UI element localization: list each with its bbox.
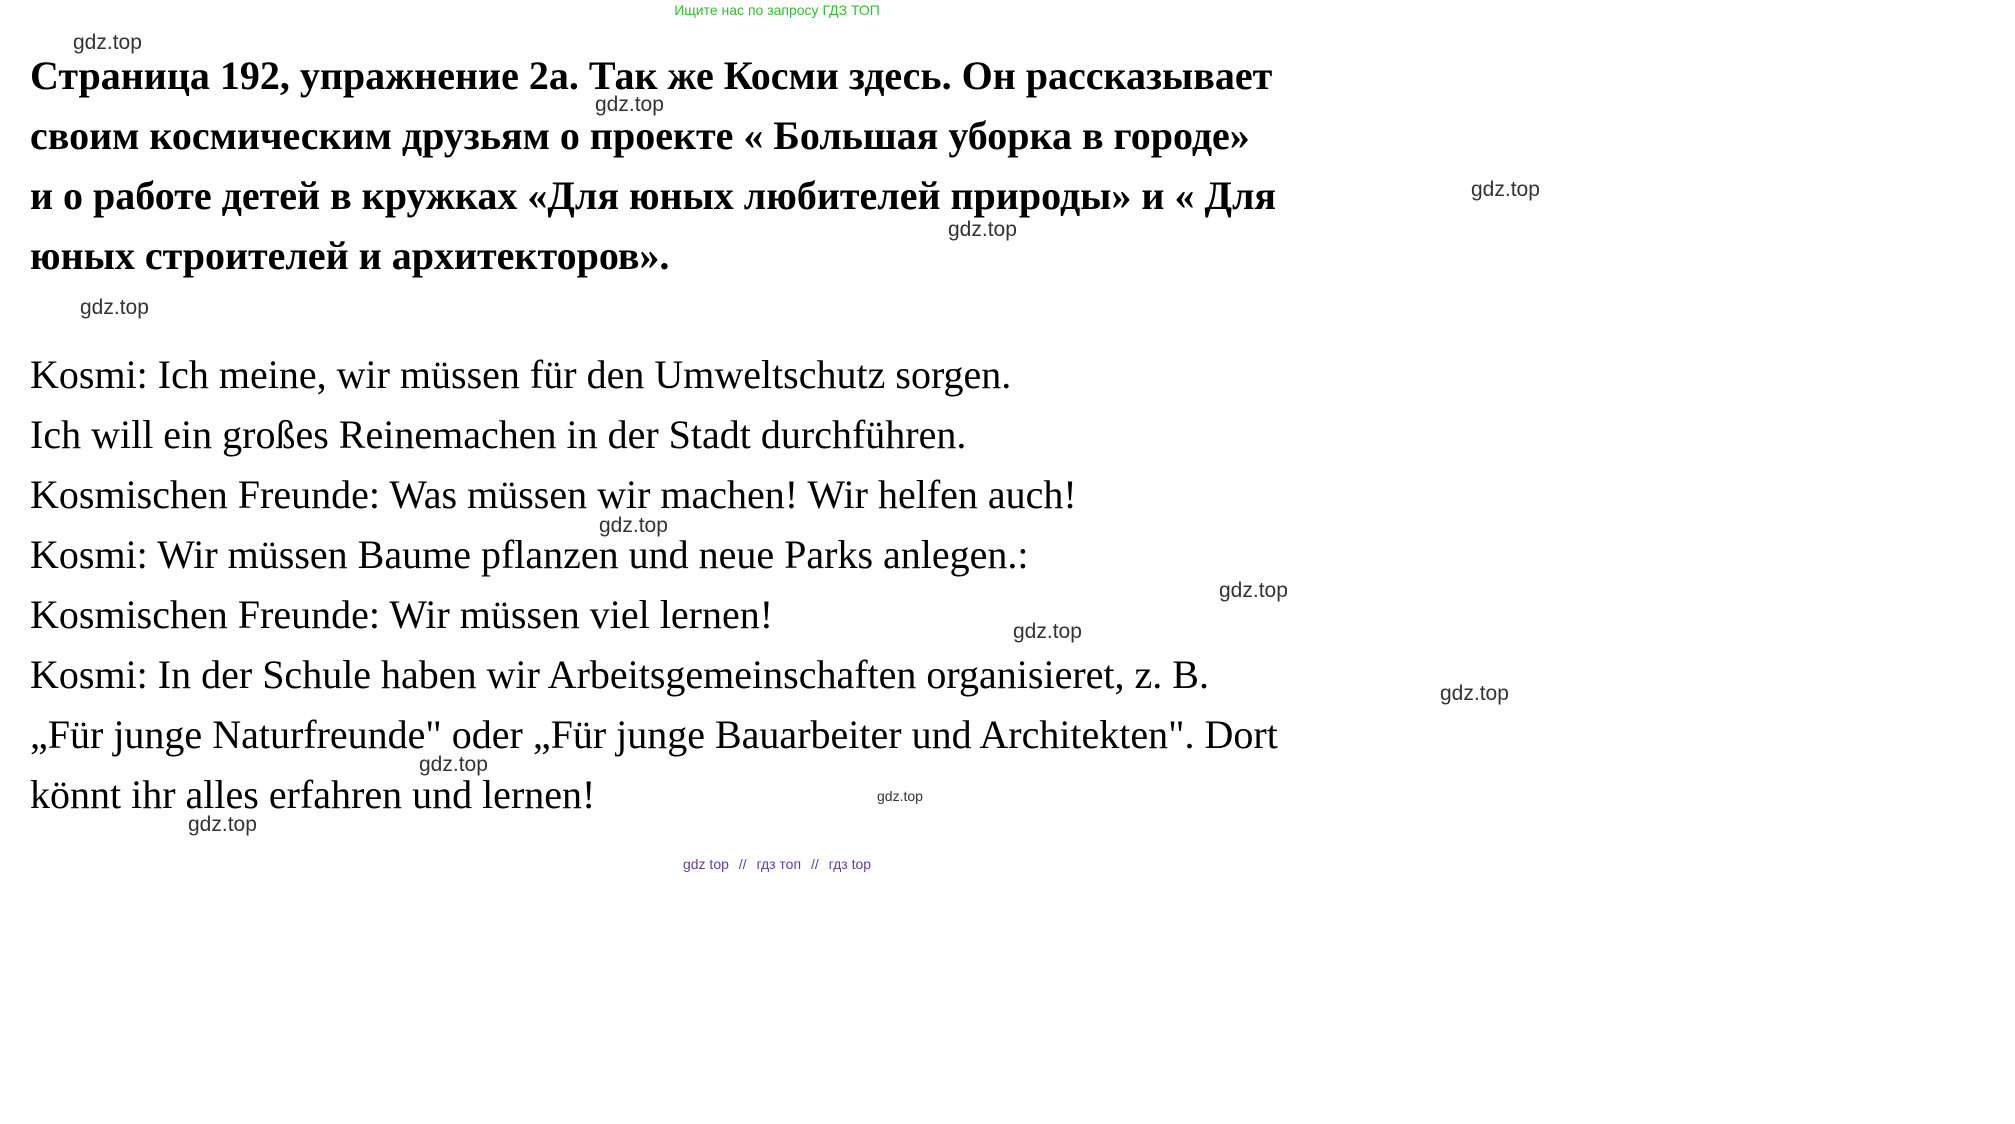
watermark: gdz.top	[1471, 178, 1540, 201]
answer-line: Kosmischen Freunde: Wir müssen viel lernen!	[30, 592, 774, 637]
footer-link[interactable]: гдз top	[828, 856, 872, 872]
watermark: gdz.top	[948, 218, 1017, 241]
watermark: gdz.top	[1219, 579, 1288, 602]
watermark: gdz.top	[188, 813, 257, 836]
heading-line: и о работе детей в кружках «Для юных любителей природы» и « Для	[30, 173, 1277, 218]
footer-separator: //	[738, 856, 747, 872]
watermark: gdz.top	[419, 753, 488, 776]
answer-line: Kosmi: Ich meine, wir müssen für den Umweltschutz sorgen.	[30, 352, 1012, 397]
heading-line: своим космическим друзьям о проекте « Большая уборка в городе»	[30, 113, 1250, 158]
watermark: gdz.top	[73, 31, 142, 54]
watermark: gdz.top	[877, 788, 923, 804]
answer-line: könnt ihr alles erfahren und lernen!	[30, 772, 596, 817]
answer-line: Kosmi: In der Schule haben wir Arbeitsgemeinschaften organisieret, z. B.	[30, 652, 1209, 697]
watermark: gdz.top	[1013, 620, 1082, 643]
watermark: gdz.top	[595, 93, 664, 116]
watermark: gdz.top	[599, 514, 668, 537]
watermark: gdz.top	[1440, 682, 1509, 705]
footer-link[interactable]: гдз топ	[756, 856, 802, 872]
answer-line: „Für junge Naturfreunde" oder „Für junge Bauarbeiter und Architekten". Dort	[30, 712, 1278, 757]
answer-line: Kosmi: Wir müssen Baume pflanzen und neue Parks anlegen.:	[30, 532, 1029, 577]
footer-links	[0, 856, 1554, 872]
watermark: gdz.top	[80, 296, 149, 319]
footer-separator: //	[810, 856, 819, 872]
heading-line: юных строителей и архитекторов».	[30, 233, 670, 278]
heading-line: Страница 192, упражнение 2а. Так же Косми здесь. Он рассказывает	[30, 53, 1273, 98]
answer-line: Kosmischen Freunde: Was müssen wir machen! Wir helfen auch!	[30, 472, 1077, 517]
footer-link[interactable]: gdz top	[682, 856, 729, 872]
top-banner: Ищите нас по запросу ГДЗ ТОП	[674, 2, 880, 18]
exercise-heading	[30, 46, 1470, 286]
answer-line: Ich will ein großes Reinemachen in der Stadt durchführen.	[30, 412, 967, 457]
